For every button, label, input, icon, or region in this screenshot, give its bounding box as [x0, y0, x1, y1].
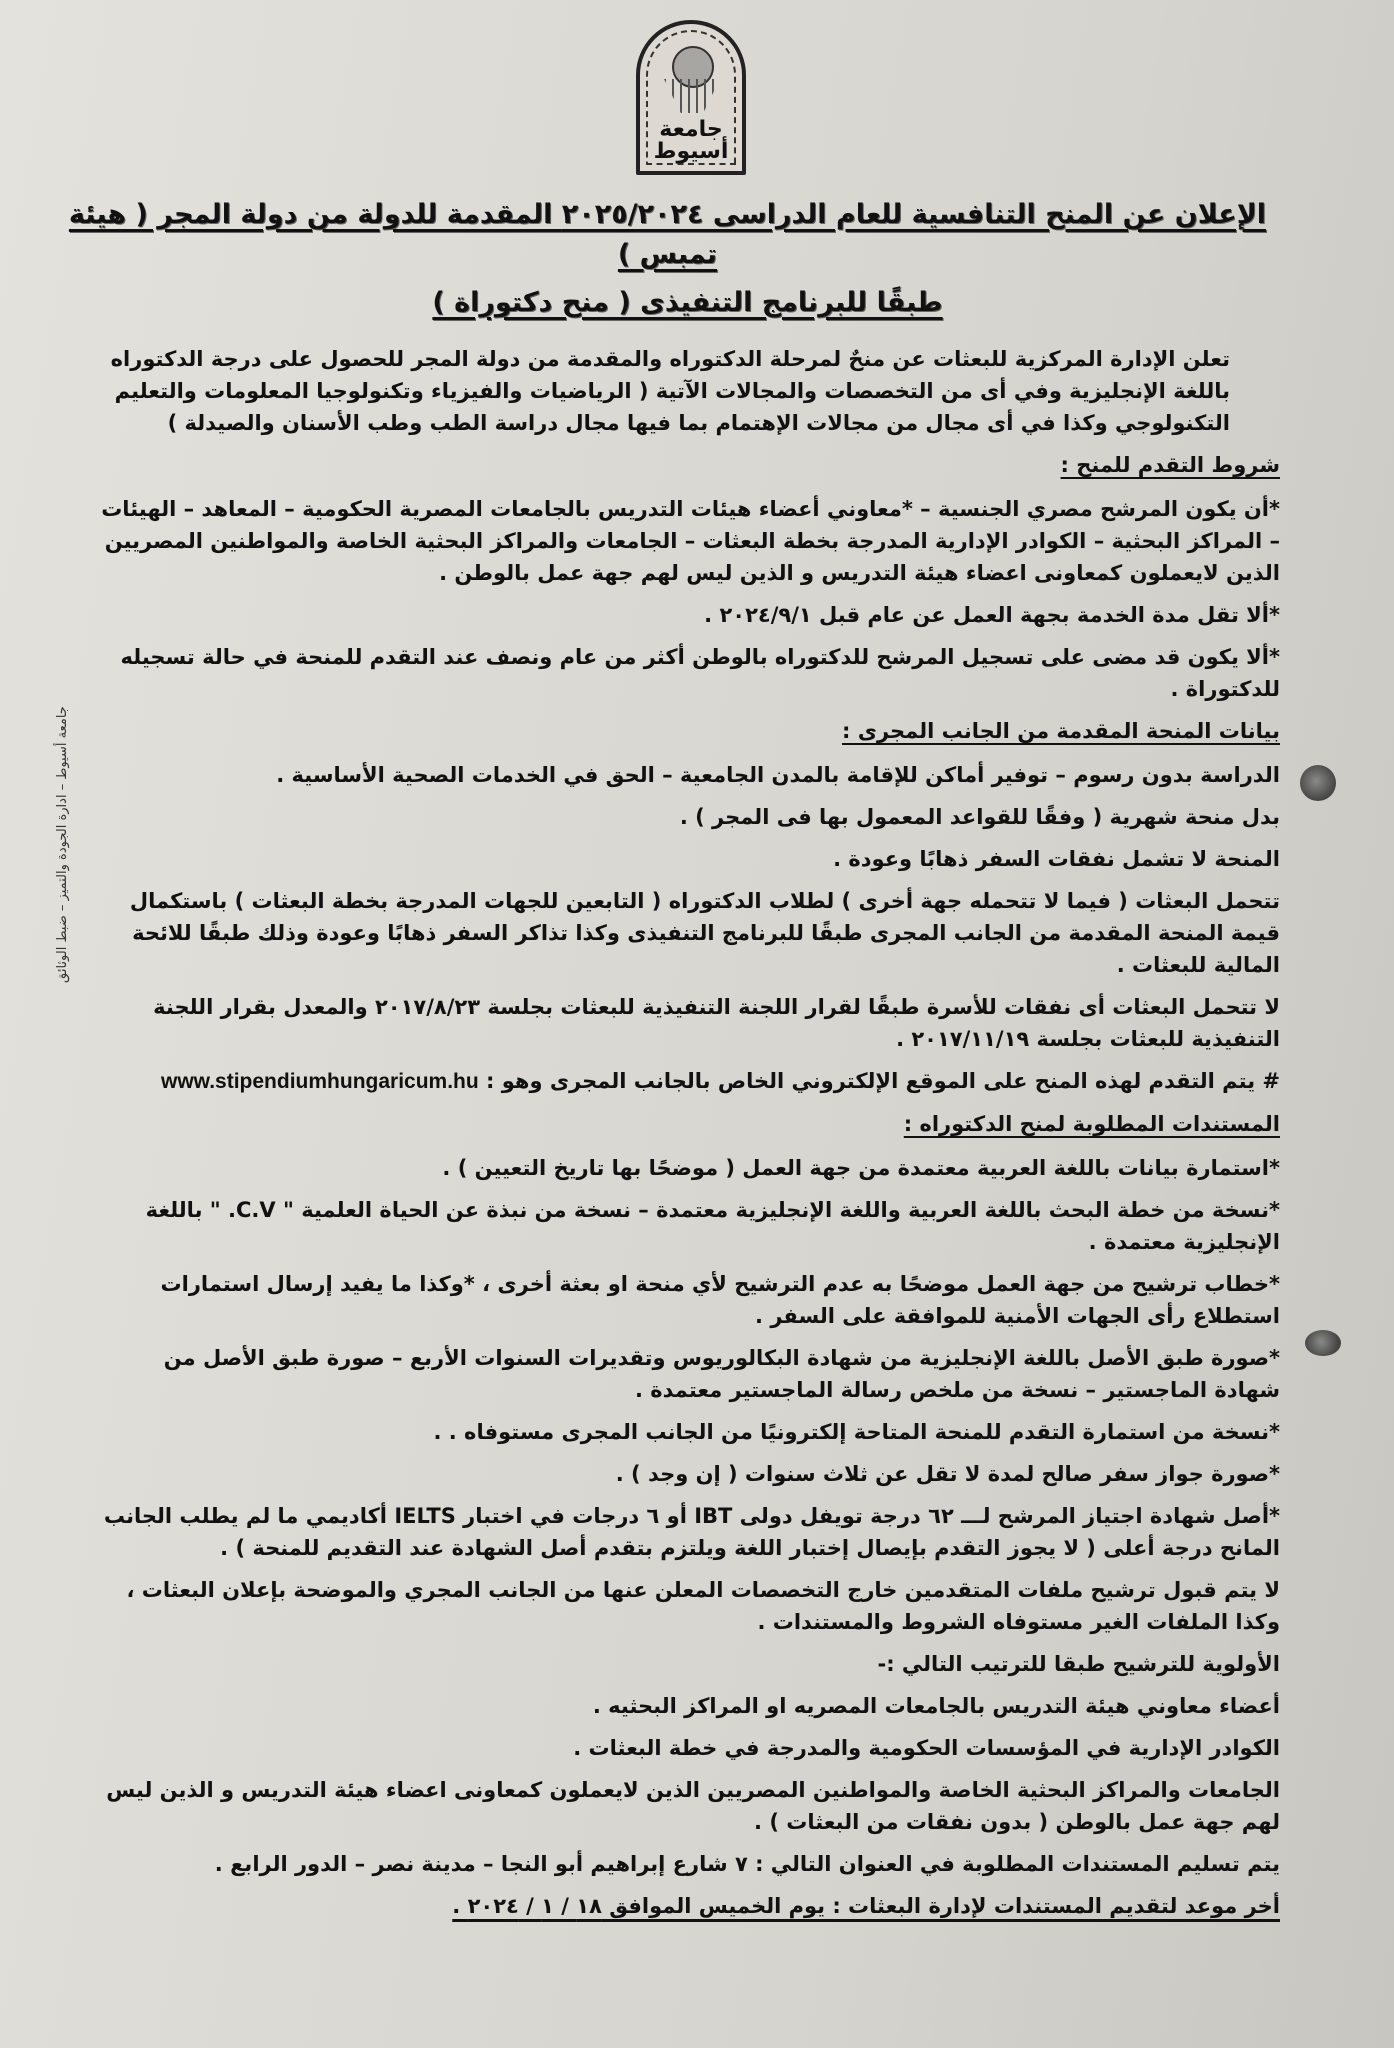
submission-address: يتم تسليم المستندات المطلوبة في العنوان التالي : ٧ شارع إبراهيم أبو النجا – مدينة نصر – الدور الرابع .	[214, 1852, 1280, 1876]
condition-item: *ألا يكون قد مضى على تسجيل المرشح للدكتوراه بالوطن أكثر من عام ونصف عند التقدم للمنحة في حالة تسجيله للدكتوراة .	[120, 645, 1280, 701]
application-url-link[interactable]: www.stipendiumhungaricum.hu	[160, 1070, 479, 1093]
priority-item: الجامعات والمراكز البحثية الخاصة والمواطنين المصريين الذين لايعملون كمعاونى اعضاء هيئة التدريس و الذين ليس لهم جهة عمل بالوطن ( بدون نفقات من البعثات ) .	[106, 1778, 1280, 1834]
document-item: *صورة جواز سفر صالح لمدة لا تقل عن ثلاث سنوات ( إن وجد ) .	[615, 1462, 1280, 1486]
punch-hole-icon	[1305, 1330, 1341, 1356]
priority-item: الكوادر الإدارية في المؤسسات الحكومية والمدرجة في خطة البعثات .	[573, 1736, 1280, 1760]
grant-detail-item: الدراسة بدون رسوم – توفير أماكن للإقامة بالمدن الجامعية – الحق في الخدمات الصحية الأساسية .	[276, 763, 1280, 787]
priority-heading: الأولوية للترشيح طبقا للترتيب التالي :-	[877, 1652, 1280, 1676]
grant-detail-item: المنحة لا تشمل نفقات السفر ذهابًا وعودة .	[833, 847, 1280, 871]
condition-item: *ألا تقل مدة الخدمة بجهة العمل عن عام قبل ٢٠٢٤/٩/١ .	[704, 603, 1280, 627]
documents-heading: المستندات المطلوبة لمنح الدكتوراه :	[903, 1112, 1280, 1136]
document-item: لا يتم قبول ترشيح ملفات المتقدمين خارج التخصصات المعلن عنها من الجانب المجري والموضحة بإعلان البعثات ، وكذا الملفات الغير مستوفاه الشروط والمستندات .	[126, 1578, 1280, 1634]
document-title: الإعلان عن المنح التنافسية للعام الدراسى ٢٠٢٥/٢٠٢٤ المقدمة للدولة من دولة المجر ( هيئة تمبس )	[68, 199, 1267, 270]
submission-deadline: أخر موعد لتقديم المستندات لإدارة البعثات : يوم الخميس الموافق ١٨ / ١ / ٢٠٢٤ .	[452, 1894, 1280, 1918]
document-body	[68, 195, 1280, 1932]
university-logo	[636, 20, 746, 175]
grant-detail-item: تتحمل البعثات ( فيما لا تتحمله جهة أخرى ) لطلاب الدكتوراه ( التابعين للجهات المدرجة بخطة البعثات ) باستكمال قيمة المنحة المقدمة من الجانب المجرى طبقًا للبرنامج التنفيذى وكذا تذاكر السفر ذهابًا وعودة وذلك طبقًا للائحة المالية للبعثات .	[129, 889, 1280, 977]
grant-detail-item: بدل منحة شهرية ( وفقًا للقواعد المعمول بها فى المجر ) .	[679, 805, 1280, 829]
grant-detail-item: لا تتحمل البعثات أى نفقات للأسرة طبقًا لقرار اللجنة التنفيذية للبعثات بجلسة ٢٠١٧/٨/٢٣ والمعدل بقرار اللجنة التنفيذية للبعثات بجلسة ٢٠١٧/١١/١٩ .	[153, 995, 1280, 1051]
document-item: *خطاب ترشيح من جهة العمل موضحًا به عدم الترشيح لأي منحة او بعثة أخرى ، *وكذا ما يفيد إرسال استمارات استطلاع رأى الجهات الأمنية للموافقة على السفر .	[160, 1272, 1280, 1328]
application-note	[95, 1065, 1280, 1098]
priority-item: أعضاء معاوني هيئة التدريس بالجامعات المصريه او المراكز البحثيه .	[592, 1694, 1280, 1718]
document-item: *نسخة من خطة البحث باللغة العربية واللغة الإنجليزية معتمدة – نسخة من نبذة عن الحياة العلمية " C.V. " باللغة الإنجليزية معتمدة .	[145, 1198, 1280, 1254]
punch-hole-icon	[1300, 765, 1336, 801]
document-subtitle: طبقًا للبرنامج التنفيذى ( منح دكتوراة )	[432, 287, 943, 318]
conditions-heading: شروط التقدم للمنح :	[1060, 453, 1280, 477]
document-item: *صورة طبق الأصل باللغة الإنجليزية من شهادة البكالوريوس وتقديرات السنوات الأربع – صورة طبق الأصل من شهادة الماجستير – نسخة من ملخص رسالة الماجستير معتمدة .	[163, 1346, 1280, 1402]
grant-details-heading: بيانات المنحة المقدمة من الجانب المجرى :	[842, 719, 1280, 743]
intro-paragraph: تعلن الإدارة المركزية للبعثات عن منحٌ لمرحلة الدكتوراه والمقدمة من دولة المجر للحصول على درجة الدكتوراه باللغة الإنجليزية وفي أى من التخصصات والمجالات الآتية ( الرياضيات والفيزياء وتكنولوجيا المعلومات والتعليم التكنولوجي وكذا في أى مجال من مجالات الإهتمام بما فيها مجال دراسة الطب وطب الأسنان والصيدلة )	[110, 347, 1230, 435]
condition-item: *أن يكون المرشح مصري الجنسية – *معاوني أعضاء هيئات التدريس بالجامعات المصرية الحكومية – المعاهد – الهيئات – المراكز البحثية – الكوادر الإدارية المدرجة بخطة البعثات – الجامعات والمراكز البحثية الخاصة والمواطنين المصريين الذين لايعملون كمعاونى اعضاء هيئة التدريس و الذين ليس لهم جهة عمل بالوطن .	[101, 497, 1280, 585]
document-item: *استمارة بيانات باللغة العربية معتمدة من جهة العمل ( موضحًا بها تاريخ التعيين ) .	[442, 1156, 1280, 1180]
side-margin-note: جامعة أسيوط – ادارة الجودة والتميز – ضبط الوثائق	[55, 706, 70, 984]
logo-text: جامعة أسيوط	[653, 117, 729, 164]
application-text: # يتم التقدم لهذه المنح على الموقع الإلكتروني الخاص بالجانب المجرى وهو :	[486, 1069, 1280, 1093]
document-item: *أصل شهادة اجتياز المرشح لـــ ٦٢ درجة تويفل دولى IBT أو ٦ درجات في اختبار IELTS أكاديمي ما لم يطلب الجانب المانح درجة أعلى ( لا يجوز التقدم بإيصال إختبار اللغة ويلتزم بتقدم أصل الشهادة عند التقديم للمنحة ) .	[103, 1504, 1280, 1560]
document-item: *نسخة من استمارة التقدم للمنحة المتاحة إلكترونيًا من الجانب المجرى مستوفاه . .	[433, 1420, 1280, 1444]
